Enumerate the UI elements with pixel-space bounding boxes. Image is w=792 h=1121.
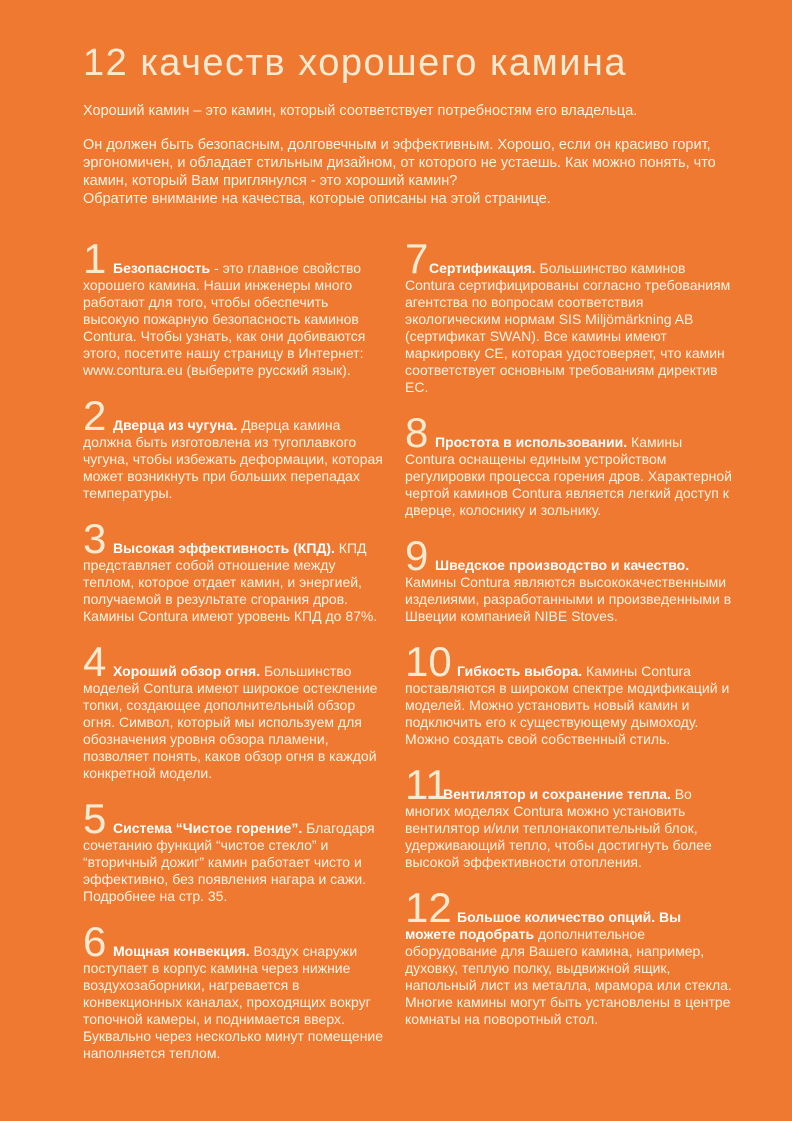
intro-line-3: Обратите внимание на качества, которые описаны на этой странице.	[83, 190, 551, 207]
intro-paragraph-1	[83, 102, 723, 120]
item-text-4	[83, 663, 385, 782]
item-number-6: 6	[83, 917, 107, 965]
right-column	[405, 234, 732, 1062]
item-lead-4: Хороший обзор огня.	[113, 662, 261, 679]
item-text-10	[405, 663, 732, 748]
item-body-5: Благодаря сочетанию функций “чистое стекло” и “вторичный дожиг” камин работает чисто и эффективно, без появления нагара и сажи. Подробнее на стр. 35.	[83, 819, 375, 904]
item-lead-2: Дверца из чугуна.	[113, 416, 238, 433]
item-lead-10: Гибкость выбора.	[457, 662, 583, 679]
item-body-7: Большинство каминов Contura сертифицированы согласно требованиям агентства по вопросам соответствия экологическим нормам SIS Miljömärkning AB (сертификат SWAN). Все камины имеют маркировку CE, которая удостоверяет, что камин соответствует основным требованиям директив ЕС.	[405, 259, 731, 395]
intro-line-2: Он должен быть безопасным, долговечным и эффективным. Хорошо, если он красиво горит, эргономичен, и обладает стильным дизайном, от которого не устаешь. Как можно понять, что камин, который Вам приглянулся - это хороший камин?	[83, 136, 716, 189]
item-text-11	[405, 786, 732, 871]
item-body-11: Во многих моделях Contura можно установить вентилятор и/или теплонакопительный блок, удерживающий тепло, чтобы достигнуть более высокой эффективности отопления.	[405, 785, 712, 870]
item-text-5	[83, 820, 385, 905]
item-body-2: Дверца камина должна быть изготовлена из тугоплавкого чугуна, чтобы избежать деформации, которая может возникнуть при больших перепадах температуры.	[83, 416, 383, 501]
item-number-10: 10	[405, 637, 452, 685]
item-lead-8: Простота в использовании.	[435, 433, 628, 450]
item-text-6	[83, 943, 385, 1062]
item-lead-6: Мощная конвекция.	[113, 942, 250, 959]
quality-item-12	[405, 883, 732, 1028]
item-body-9: Камины Contura являются высококачественными изделиями, разработанными и произведенными в Швеции компанией NIBE Stoves.	[405, 573, 732, 624]
item-lead-3: Высокая эффективность (КПД).	[113, 539, 335, 556]
item-number-4: 4	[83, 637, 107, 685]
item-text-1	[83, 260, 385, 379]
item-text-3	[83, 540, 385, 625]
item-lead-7: Сертификация.	[429, 259, 536, 276]
quality-item-11	[405, 760, 732, 871]
item-body-3: КПД представляет собой отношение между теплом, которое отдает камин, и энергией, получаемой в результате сгорания дров. Камины Contura имеют уровень КПД до 87%.	[83, 539, 378, 624]
item-body-6: Воздух снаружи поступает в корпус камина через нижние воздухозаборники, нагревается в конвекционных каналах, проходящих вокруг топочной камеры, и поднимается вверх. Буквально через несколько минут помещение наполняется теплом.	[83, 942, 384, 1061]
quality-item-5	[83, 794, 385, 905]
item-body-4: Большинство моделей Contura имеют широкое остекление топки, создающее дополнительный обзор огня. Символ, который мы используем для обозначения уровня обзора пламени, позволяет понять, каков обзор огня в каждой конкретной модели.	[83, 662, 378, 781]
item-lead-5: Система “Чистое горение”.	[113, 819, 303, 836]
item-number-11: 11	[405, 760, 449, 808]
item-number-5: 5	[83, 794, 107, 842]
intro-line-1: Хороший камин – это камин, который соответствует потребностям его владельца.	[83, 102, 638, 119]
quality-item-4	[83, 637, 385, 782]
item-number-2: 2	[83, 391, 107, 439]
item-body-1: - это главное свойство хорошего камина. Наши инженеры много работают для того, чтобы обеспечить высокую пожарную безопасность каминов Contura. Чтобы узнать, как они добиваются этого, посетите нашу страницу в Интернет: www.contura.eu (выберите русский язык).	[83, 259, 366, 378]
quality-item-2	[83, 391, 385, 502]
item-lead-11: Вентилятор и сохранение тепла.	[443, 785, 671, 802]
item-text-7	[405, 260, 732, 396]
item-lead-12: Большое количество опций. Вы можете подобрать	[405, 908, 682, 942]
item-body-10: Камины Contura поставляются в широком спектре модификаций и моделей. Можно установить новый камин и подключить его к существующему дымоходу. Можно создать свой собственный стиль.	[405, 662, 730, 747]
item-text-12	[405, 909, 732, 1028]
quality-item-6	[83, 917, 385, 1062]
qualities-columns	[83, 234, 732, 1062]
item-lead-1: Безопасность	[113, 259, 211, 276]
left-column	[83, 234, 405, 1062]
page-title: 12 качеств хорошего камина	[83, 42, 628, 84]
item-body-8: Камины Contura оснащены единым устройством регулировки процесса горения дров. Характерной чертой каминов Contura является легкий доступ к дверце, колоснику и зольнику.	[405, 433, 732, 518]
item-number-12: 12	[405, 883, 452, 931]
quality-item-10	[405, 637, 732, 748]
quality-item-9	[405, 531, 732, 625]
quality-item-1	[83, 234, 385, 379]
item-text-8	[405, 434, 732, 519]
item-text-9	[405, 557, 732, 625]
item-number-1: 1	[83, 234, 107, 282]
intro-paragraph-2	[83, 136, 723, 208]
item-number-3: 3	[83, 514, 107, 562]
item-text-2	[83, 417, 385, 502]
item-body-12: дополнительное оборудование для Вашего камина, например, духовку, теплую полку, выдвижной ящик, напольный лист из металла, мрамора или стекла. Многие камины могут быть установлены в центре комнаты на поворотный стол.	[405, 925, 732, 1027]
item-number-8: 8	[405, 408, 429, 456]
item-number-7: 7	[405, 234, 429, 282]
quality-item-3	[83, 514, 385, 625]
item-lead-9: Шведское производство и качество.	[435, 556, 690, 573]
quality-item-7	[405, 234, 732, 396]
quality-item-8	[405, 408, 732, 519]
item-number-9: 9	[405, 531, 429, 579]
